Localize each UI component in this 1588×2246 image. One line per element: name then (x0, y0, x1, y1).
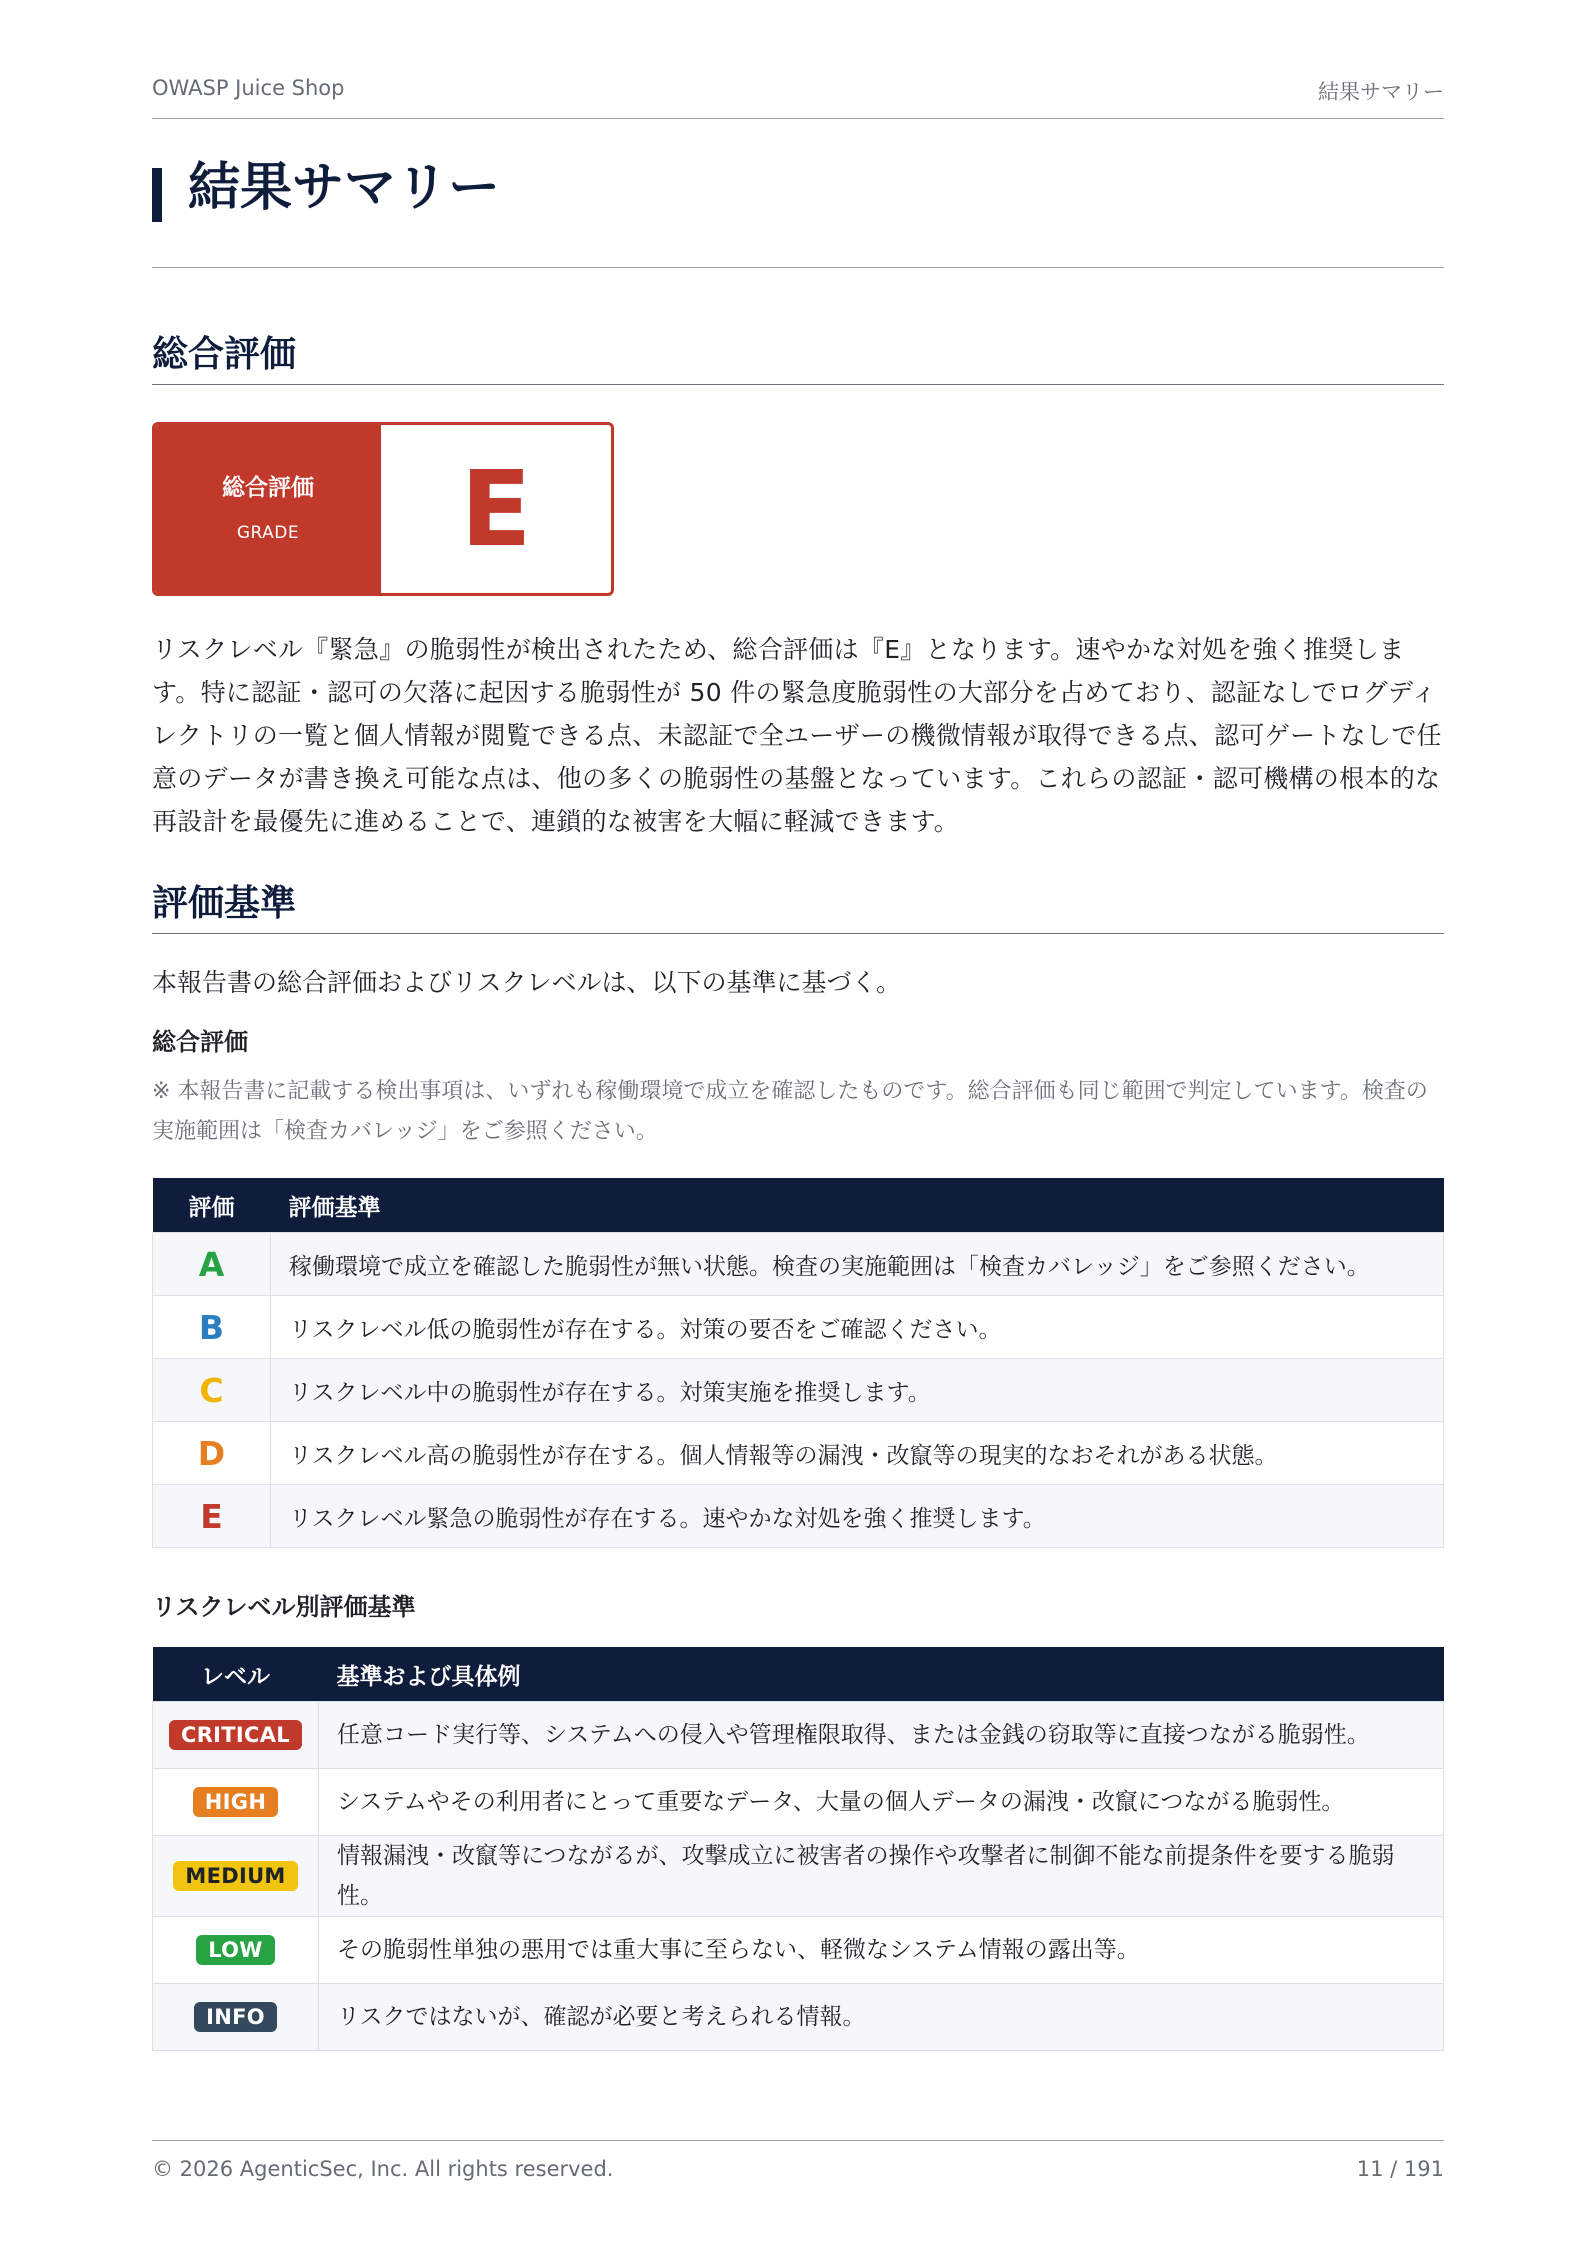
risk-level-badge: HIGH (193, 1787, 278, 1817)
level-description-cell: システムやその利用者にとって重要なデータ、大量の個人データの漏洩・改竄につながる脆弱性。 (319, 1769, 1444, 1836)
grade-description-cell: リスクレベル低の脆弱性が存在する。対策の要否をご確認ください。 (271, 1296, 1444, 1359)
page-footer (152, 2140, 1444, 2181)
subheading-risk-level: リスクレベル別評価基準 (152, 1593, 416, 1621)
table-row (153, 1485, 1444, 1548)
level-description-cell: 情報漏洩・改竄等につながるが、攻撃成立に被害者の操作や攻撃者に制御不能な前提条件を要する脆弱性。 (319, 1836, 1444, 1917)
subheading-overall-grade: 総合評価 (152, 1028, 248, 1056)
column-header-level: レベル (153, 1647, 319, 1702)
grade-description-cell: リスクレベル高の脆弱性が存在する。個人情報等の漏洩・改竄等の現実的なおそれがある状態。 (271, 1422, 1444, 1485)
level-cell (153, 1984, 319, 2051)
column-header-description: 基準および具体例 (319, 1647, 1444, 1702)
table-header-row (153, 1647, 1444, 1702)
level-cell (153, 1836, 319, 1917)
summary-paragraph: リスクレベル『緊急』の脆弱性が検出されたため、総合評価は『E』となります。速やかな対処を強く推奨します。特に認証・認可の欠落に起因する脆弱性が 50 件の緊急度脆弱性の大部分を占めており、認証なしでログディレクトリの一覧と個人情報が閲覧できる点、未認証で全ユーザーの機微情報が取得できる点、認可ゲートなしで任意のデータが書き換え可能な点は、他の多くの脆弱性の基盤となっています。これらの認証・認可機構の根本的な再設計を最優先に進めることで、連鎖的な被害を大幅に軽減できます。 (152, 635, 1442, 836)
title-accent-bar (152, 168, 162, 222)
table-row (153, 1702, 1444, 1769)
section-title-criteria: 評価基準 (152, 875, 1444, 934)
table-row (153, 1296, 1444, 1359)
column-header-grade: 評価 (153, 1178, 271, 1233)
grade-letter-cell: E (153, 1485, 271, 1548)
column-header-criteria: 評価基準 (271, 1178, 1444, 1233)
risk-level-badge: MEDIUM (173, 1861, 297, 1891)
grade-letter-cell: C (153, 1359, 271, 1422)
grade-label-jp: 総合評価 (222, 475, 314, 501)
header-section-name: 結果サマリー (1318, 80, 1444, 104)
grade-description-cell: リスクレベル中の脆弱性が存在する。対策実施を推奨します。 (271, 1359, 1444, 1422)
section-title-overall: 総合評価 (152, 326, 1444, 385)
grade-description-cell: リスクレベル緊急の脆弱性が存在する。速やかな対処を強く推奨します。 (271, 1485, 1444, 1548)
level-description-cell: その脆弱性単独の悪用では重大事に至らない、軽微なシステム情報の露出等。 (319, 1917, 1444, 1984)
level-cell (153, 1917, 319, 1984)
grade-letter-cell: A (153, 1233, 271, 1296)
criteria-intro: 本報告書の総合評価およびリスクレベルは、以下の基準に基づく。 (152, 968, 902, 997)
table-row (153, 1233, 1444, 1296)
risk-level-badge: CRITICAL (169, 1720, 302, 1750)
grade-label-block (155, 425, 381, 593)
risk-level-table (152, 1647, 1444, 2051)
footer-copyright: © 2026 AgenticSec, Inc. All rights reserved. (152, 2157, 614, 2181)
table-row (153, 1359, 1444, 1422)
grade-description-cell: 稼働環境で成立を確認した脆弱性が無い状態。検査の実施範囲は「検査カバレッジ」をご参照ください。 (271, 1233, 1444, 1296)
table-row (153, 1917, 1444, 1984)
level-cell (153, 1769, 319, 1836)
page-title: 結果サマリー (188, 158, 501, 218)
grade-letter-cell: D (153, 1422, 271, 1485)
criteria-note: ※ 本報告書に記載する検出事項は、いずれも稼働環境で成立を確認したものです。総合評価も同じ範囲で判定しています。検査の実施範囲は「検査カバレッジ」をご参照ください。 (152, 1079, 1428, 1144)
table-header-row (153, 1178, 1444, 1233)
table-row (153, 1984, 1444, 2051)
table-row (153, 1769, 1444, 1836)
level-cell (153, 1702, 319, 1769)
risk-level-badge: INFO (194, 2002, 277, 2032)
footer-page-number: 11 / 191 (1356, 2157, 1444, 2181)
header-product-name: OWASP Juice Shop (152, 76, 345, 100)
table-row (153, 1836, 1444, 1917)
table-row (153, 1422, 1444, 1485)
level-description-cell: リスクではないが、確認が必要と考えられる情報。 (319, 1984, 1444, 2051)
level-description-cell: 任意コード実行等、システムへの侵入や管理権限取得、または金銭の窃取等に直接つながる脆弱性。 (319, 1702, 1444, 1769)
page-title-block (152, 150, 1444, 268)
grade-letter: E (460, 448, 532, 570)
running-header (152, 74, 1444, 119)
grade-card (152, 422, 614, 596)
risk-level-badge: LOW (196, 1935, 275, 1965)
grade-letter-cell: B (153, 1296, 271, 1359)
grade-label-en: GRADE (236, 523, 300, 543)
grade-criteria-table (152, 1178, 1444, 1548)
